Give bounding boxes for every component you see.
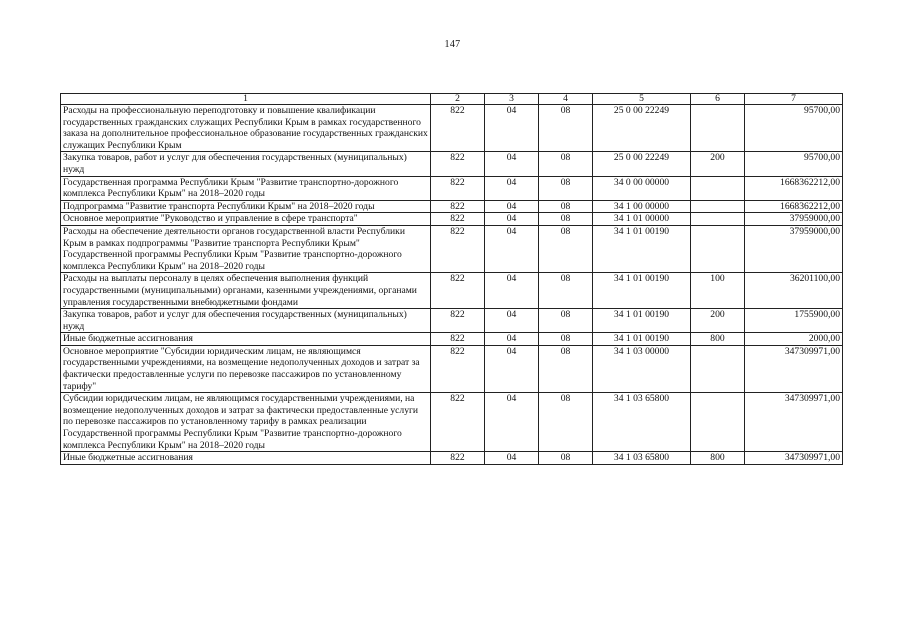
column-header: 4: [539, 94, 593, 105]
row-name: Расходы на обеспечение деятельности органов государственной власти Республики Крым в рамках подпрограммы "Развитие транспорта Республики Крым" Государственной программы Республики Крым "Развитие транспортно-дорожного комплекса Республики Крым" на 2018–2020 годы: [61, 225, 431, 272]
row-expense-type: [691, 225, 745, 272]
table-row: [61, 309, 843, 333]
column-header: 6: [691, 94, 745, 105]
table-row: [61, 176, 843, 200]
row-name: Основное мероприятие "Субсидии юридическим лицам, не являющимся государственными учреждениями, на возмещение недополученных доходов и затрат за фактически предоставленные услуги по перевозке пассажиров по установленному тарифу": [61, 345, 431, 392]
row-name: Государственная программа Республики Крым "Развитие транспортно-дорожного комплекса Республики Крым" на 2018–2020 годы: [61, 176, 431, 200]
row-name: Иные бюджетные ассигнования: [61, 452, 431, 465]
table-row: [61, 152, 843, 176]
row-name: Расходы на профессиональную переподготовку и повышение квалификации государственных гражданских служащих Республики Крым в рамках государственного заказа на дополнительное профессиональное образование государственных гражданских служащих Республики Крым: [61, 105, 431, 152]
row-code-admin: 822: [431, 105, 485, 152]
row-name: Субсидии юридическим лицам, не являющимся государственными учреждениями, на возмещение недополученных доходов и затрат за фактически предоставленные услуги по перевозке пассажиров по установленному тарифу в рамках реализации Государственной программы Республики Крым "Развитие транспортно-дорожного комплекса Республики Крым" на 2018–2020 годы: [61, 393, 431, 452]
table-header-row: [61, 94, 843, 105]
row-section: 04: [485, 105, 539, 152]
row-amount: 1755900,00: [745, 309, 843, 333]
table-row: [61, 200, 843, 213]
row-target-article: 25 0 00 22249: [593, 152, 691, 176]
row-expense-type: [691, 345, 745, 392]
row-code-admin: 822: [431, 309, 485, 333]
row-subsection: 08: [539, 452, 593, 465]
row-section: 04: [485, 213, 539, 226]
row-amount: 37959000,00: [745, 225, 843, 272]
row-amount: 1668362212,00: [745, 176, 843, 200]
row-code-admin: 822: [431, 273, 485, 309]
row-name: Расходы на выплаты персоналу в целях обеспечения выполнения функций государственными (муниципальными) органами, казенными учреждениями, органами управления государственными внебюджетными фондами: [61, 273, 431, 309]
row-subsection: 08: [539, 200, 593, 213]
row-amount: 95700,00: [745, 152, 843, 176]
row-name: Подпрограмма "Развитие транспорта Республики Крым" на 2018–2020 годы: [61, 200, 431, 213]
column-header: 1: [61, 94, 431, 105]
row-amount: 2000,00: [745, 333, 843, 346]
row-expense-type: [691, 393, 745, 452]
budget-table: [60, 93, 843, 465]
row-subsection: 08: [539, 213, 593, 226]
row-section: 04: [485, 309, 539, 333]
row-expense-type: [691, 213, 745, 226]
column-header: 2: [431, 94, 485, 105]
row-subsection: 08: [539, 345, 593, 392]
row-section: 04: [485, 152, 539, 176]
column-header: 7: [745, 94, 843, 105]
row-subsection: 08: [539, 105, 593, 152]
row-section: 04: [485, 273, 539, 309]
table-row: [61, 333, 843, 346]
row-section: 04: [485, 225, 539, 272]
row-expense-type: [691, 176, 745, 200]
row-target-article: 34 1 03 00000: [593, 345, 691, 392]
table-row: [61, 345, 843, 392]
row-subsection: 08: [539, 333, 593, 346]
row-name: Основное мероприятие "Руководство и управление в сфере транспорта": [61, 213, 431, 226]
row-section: 04: [485, 176, 539, 200]
row-target-article: 34 1 01 00000: [593, 213, 691, 226]
table-row: [61, 225, 843, 272]
table-row: [61, 393, 843, 452]
row-code-admin: 822: [431, 152, 485, 176]
row-code-admin: 822: [431, 345, 485, 392]
row-expense-type: [691, 200, 745, 213]
row-code-admin: 822: [431, 333, 485, 346]
page-number: 147: [444, 39, 461, 50]
row-target-article: 34 1 01 00190: [593, 225, 691, 272]
row-amount: 36201100,00: [745, 273, 843, 309]
row-amount: 1668362212,00: [745, 200, 843, 213]
row-amount: 347309971,00: [745, 345, 843, 392]
row-subsection: 08: [539, 225, 593, 272]
row-name: Закупка товаров, работ и услуг для обеспечения государственных (муниципальных) нужд: [61, 309, 431, 333]
row-amount: 347309971,00: [745, 393, 843, 452]
row-section: 04: [485, 345, 539, 392]
row-code-admin: 822: [431, 225, 485, 272]
row-subsection: 08: [539, 393, 593, 452]
column-header: 3: [485, 94, 539, 105]
row-expense-type: [691, 105, 745, 152]
row-target-article: 34 1 03 65800: [593, 393, 691, 452]
row-subsection: 08: [539, 152, 593, 176]
row-target-article: 34 1 01 00190: [593, 309, 691, 333]
table-body: [61, 105, 843, 465]
row-target-article: 25 0 00 22249: [593, 105, 691, 152]
table-row: [61, 452, 843, 465]
row-expense-type: 800: [691, 333, 745, 346]
row-target-article: 34 1 00 00000: [593, 200, 691, 213]
row-code-admin: 822: [431, 393, 485, 452]
row-amount: 347309971,00: [745, 452, 843, 465]
row-target-article: 34 1 03 65800: [593, 452, 691, 465]
row-target-article: 34 0 00 00000: [593, 176, 691, 200]
row-code-admin: 822: [431, 200, 485, 213]
column-header: 5: [593, 94, 691, 105]
row-section: 04: [485, 393, 539, 452]
row-subsection: 08: [539, 309, 593, 333]
row-expense-type: 100: [691, 273, 745, 309]
row-expense-type: 800: [691, 452, 745, 465]
row-expense-type: 200: [691, 152, 745, 176]
row-section: 04: [485, 200, 539, 213]
table-row: [61, 273, 843, 309]
row-subsection: 08: [539, 176, 593, 200]
row-target-article: 34 1 01 00190: [593, 333, 691, 346]
row-code-admin: 822: [431, 176, 485, 200]
row-section: 04: [485, 452, 539, 465]
row-amount: 95700,00: [745, 105, 843, 152]
row-amount: 37959000,00: [745, 213, 843, 226]
row-code-admin: 822: [431, 213, 485, 226]
table-row: [61, 105, 843, 152]
row-target-article: 34 1 01 00190: [593, 273, 691, 309]
row-code-admin: 822: [431, 452, 485, 465]
row-expense-type: 200: [691, 309, 745, 333]
row-subsection: 08: [539, 273, 593, 309]
row-section: 04: [485, 333, 539, 346]
row-name: Закупка товаров, работ и услуг для обеспечения государственных (муниципальных) нужд: [61, 152, 431, 176]
row-name: Иные бюджетные ассигнования: [61, 333, 431, 346]
table-row: [61, 213, 843, 226]
